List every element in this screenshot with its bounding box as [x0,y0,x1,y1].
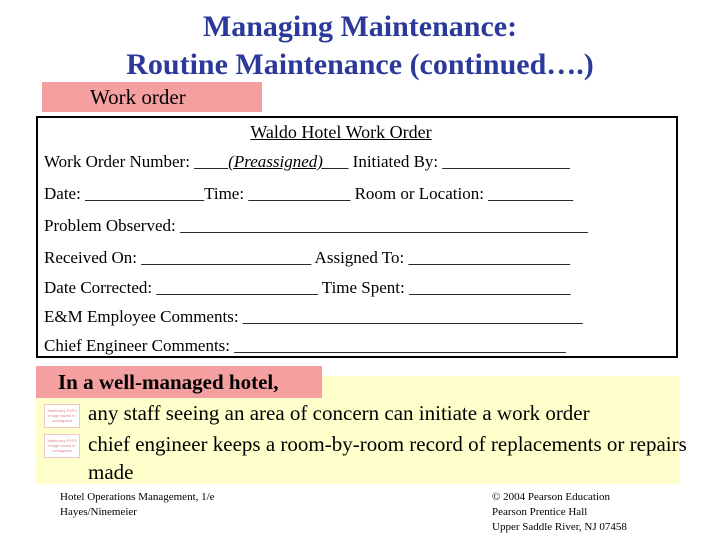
slide-title-line-1: Managing Maintenance: [202,10,518,43]
bullet-placeholder-icon: Mankowry PI/P3 image saved in contagnent [44,434,80,458]
footer-address: Upper Saddle River, NJ 07458 [492,521,627,533]
work-order-tag: Work order [42,82,262,112]
slide-title-line-2: Routine Maintenance (continued….) [126,48,594,81]
work-order-form [36,116,678,358]
footer-publisher: Pearson Prentice Hall [492,506,588,518]
form-row-work-order-number [44,152,570,172]
footer-copyright: © 2004 Pearson Education [492,491,611,503]
footer-right [492,490,627,535]
form-heading [38,122,676,143]
footer-left [60,490,215,520]
form-row-problem-observed: Problem Observed: ________________________________________________ [44,216,588,235]
form-row-received-assigned: Received On: ____________________ Assigned To: ___________________ [44,248,570,267]
bullet-text-2: chief engineer keeps a room-by-room record of replacements or repairs made [88,432,687,484]
footer-book-title: Hotel Operations Management, 1/e [60,491,215,503]
bullet-text-1: any staff seeing an area of concern can initiate a work order [88,401,590,425]
form-row-employee-comments: E&M Employee Comments: ________________________________________ [44,307,583,326]
preassigned-value: (Preassigned) [228,152,323,171]
form-row-chief-engineer-comments: Chief Engineer Comments: _______________________________________ [44,336,566,355]
form-row-date-corrected: Date Corrected: ___________________ Time Spent: ___________________ [44,278,571,297]
form-heading-text: Waldo Hotel Work Order [250,122,432,142]
footer-authors: Hayes/Ninemeier [60,506,137,518]
form-row-date-time-room: Date: ______________Time: ____________ Room or Location: __________ [44,184,574,203]
bullet-placeholder-icon: Mankowry PI/P3 image saved in contagnent [44,404,80,428]
initiated-by-label: ___ Initiated By: _______________ [322,152,570,171]
work-order-number-label: Work Order Number: ____ [44,152,229,171]
well-managed-hotel-tag: In a well-managed hotel, [36,366,322,398]
